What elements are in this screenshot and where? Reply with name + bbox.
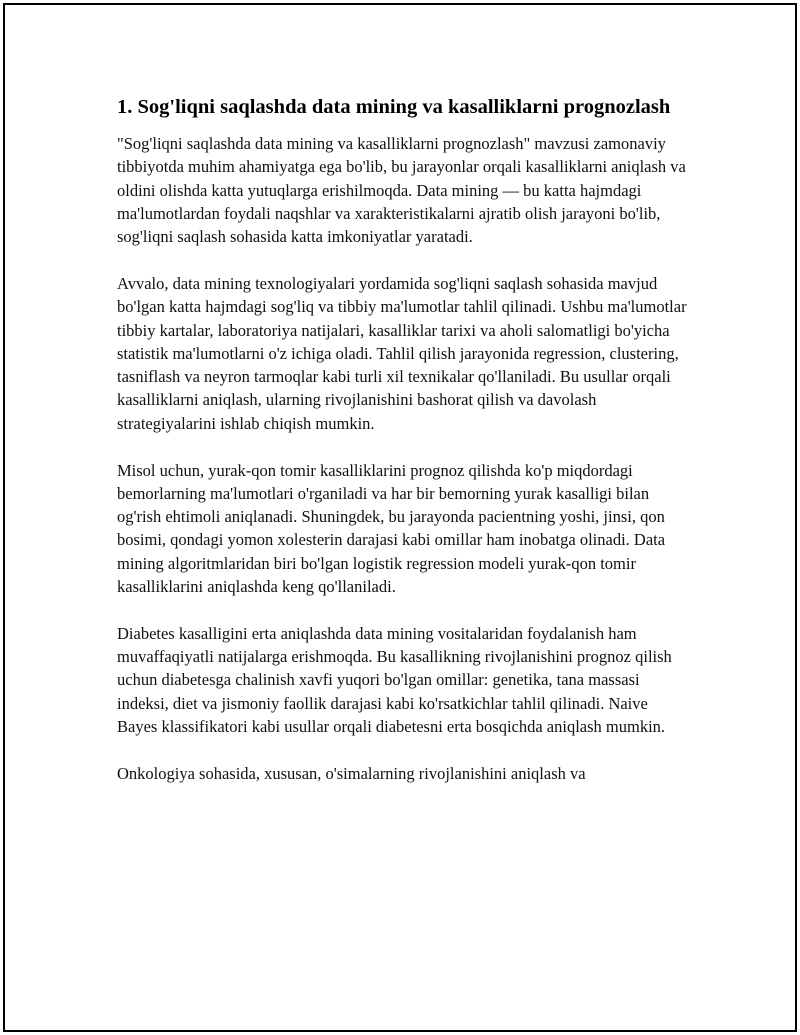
paragraph-diabetes: Diabetes kasalligini erta aniqlashda data mining vositalaridan foydalanish ham muvaffaqiyatli natijalarga erishmoqda. Bu kasallikning rivojlanishini prognoz qilish uchun diabetesga chalinish xavfi yuqori bo'lgan omillar: genetika, tana massasi indeksi, diet va jismoniy faollik darajasi kabi ko'rsatkichlar tahlil qilinadi. Naive Bayes klassifikatori kabi usullar orqali diabetesni erta bosqichda aniqlash mumkin. <box>117 623 672 737</box>
paragraph-oncology: Onkologiya sohasida, xususan, o'simalarning rivojlanishini aniqlash va <box>117 763 586 783</box>
paragraph-cardiovascular: Misol uchun, yurak-qon tomir kasalliklarini prognoz qilishda ko'p miqdordagi bemorlarning ma'lumotlari o'rganiladi va har bir bemorning yurak kasalligi bilan og'rish ehtimoli aniqlanadi. Shuningdek, bu jarayonda pacientning yoshi, jinsi, qon bosimi, qondagi yomon xolesterin darajasi kabi omillar ham inobatga olinadi. Data mining algoritmlaridan biri bo'lgan logistik regression modeli yurak-qon tomir kasalliklarini aniqlashda keng qo'llaniladi. <box>117 460 666 597</box>
paragraph-intro: "Sog'liqni saqlashda data mining va kasalliklarni prognozlash" mavzusi zamonaviy tibbiyotda muhim ahamiyatga ega bo'lib, bu jarayonlar orqali kasalliklarni aniqlash va oldini olishda katta yutuqlarga erishilmoqda. Data mining — bu katta hajmdagi ma'lumotlardan foydali naqshlar va xarakteristikalarni ajratib olish jarayoni bo'lib, sog'liqni saqlash sohasida katta imkoniyatlar yaratadi. <box>117 134 686 247</box>
paragraph-data-analysis: Avvalo, data mining texnologiyalari yordamida sog'liqni saqlash sohasida mavjud bo'lgan katta hajmdagi sog'liq va tibbiy ma'lumotlar tahlil qilinadi. Ushbu ma'lumotlar tibbiy kartalar, laboratoriya natijalari, kasalliklar tarixi va aholi salomatligi bo'yicha statistik ma'lumotlarni o'z ichiga oladi. Tahlil qilish jarayonida regression, clustering, tasniflash va neyron tarmoqlar kabi turli xil texnikalar qo'llaniladi. Bu usullar orqali kasalliklarni aniqlash, ularning rivojlanishini bashorat qilish va davolash strategiyalarini ishlab chiqish mumkin. <box>117 273 687 433</box>
section-heading: 1. Sog'liqni saqlashda data mining va kasalliklarni prognozlash <box>117 96 671 118</box>
document-body <box>117 94 687 785</box>
